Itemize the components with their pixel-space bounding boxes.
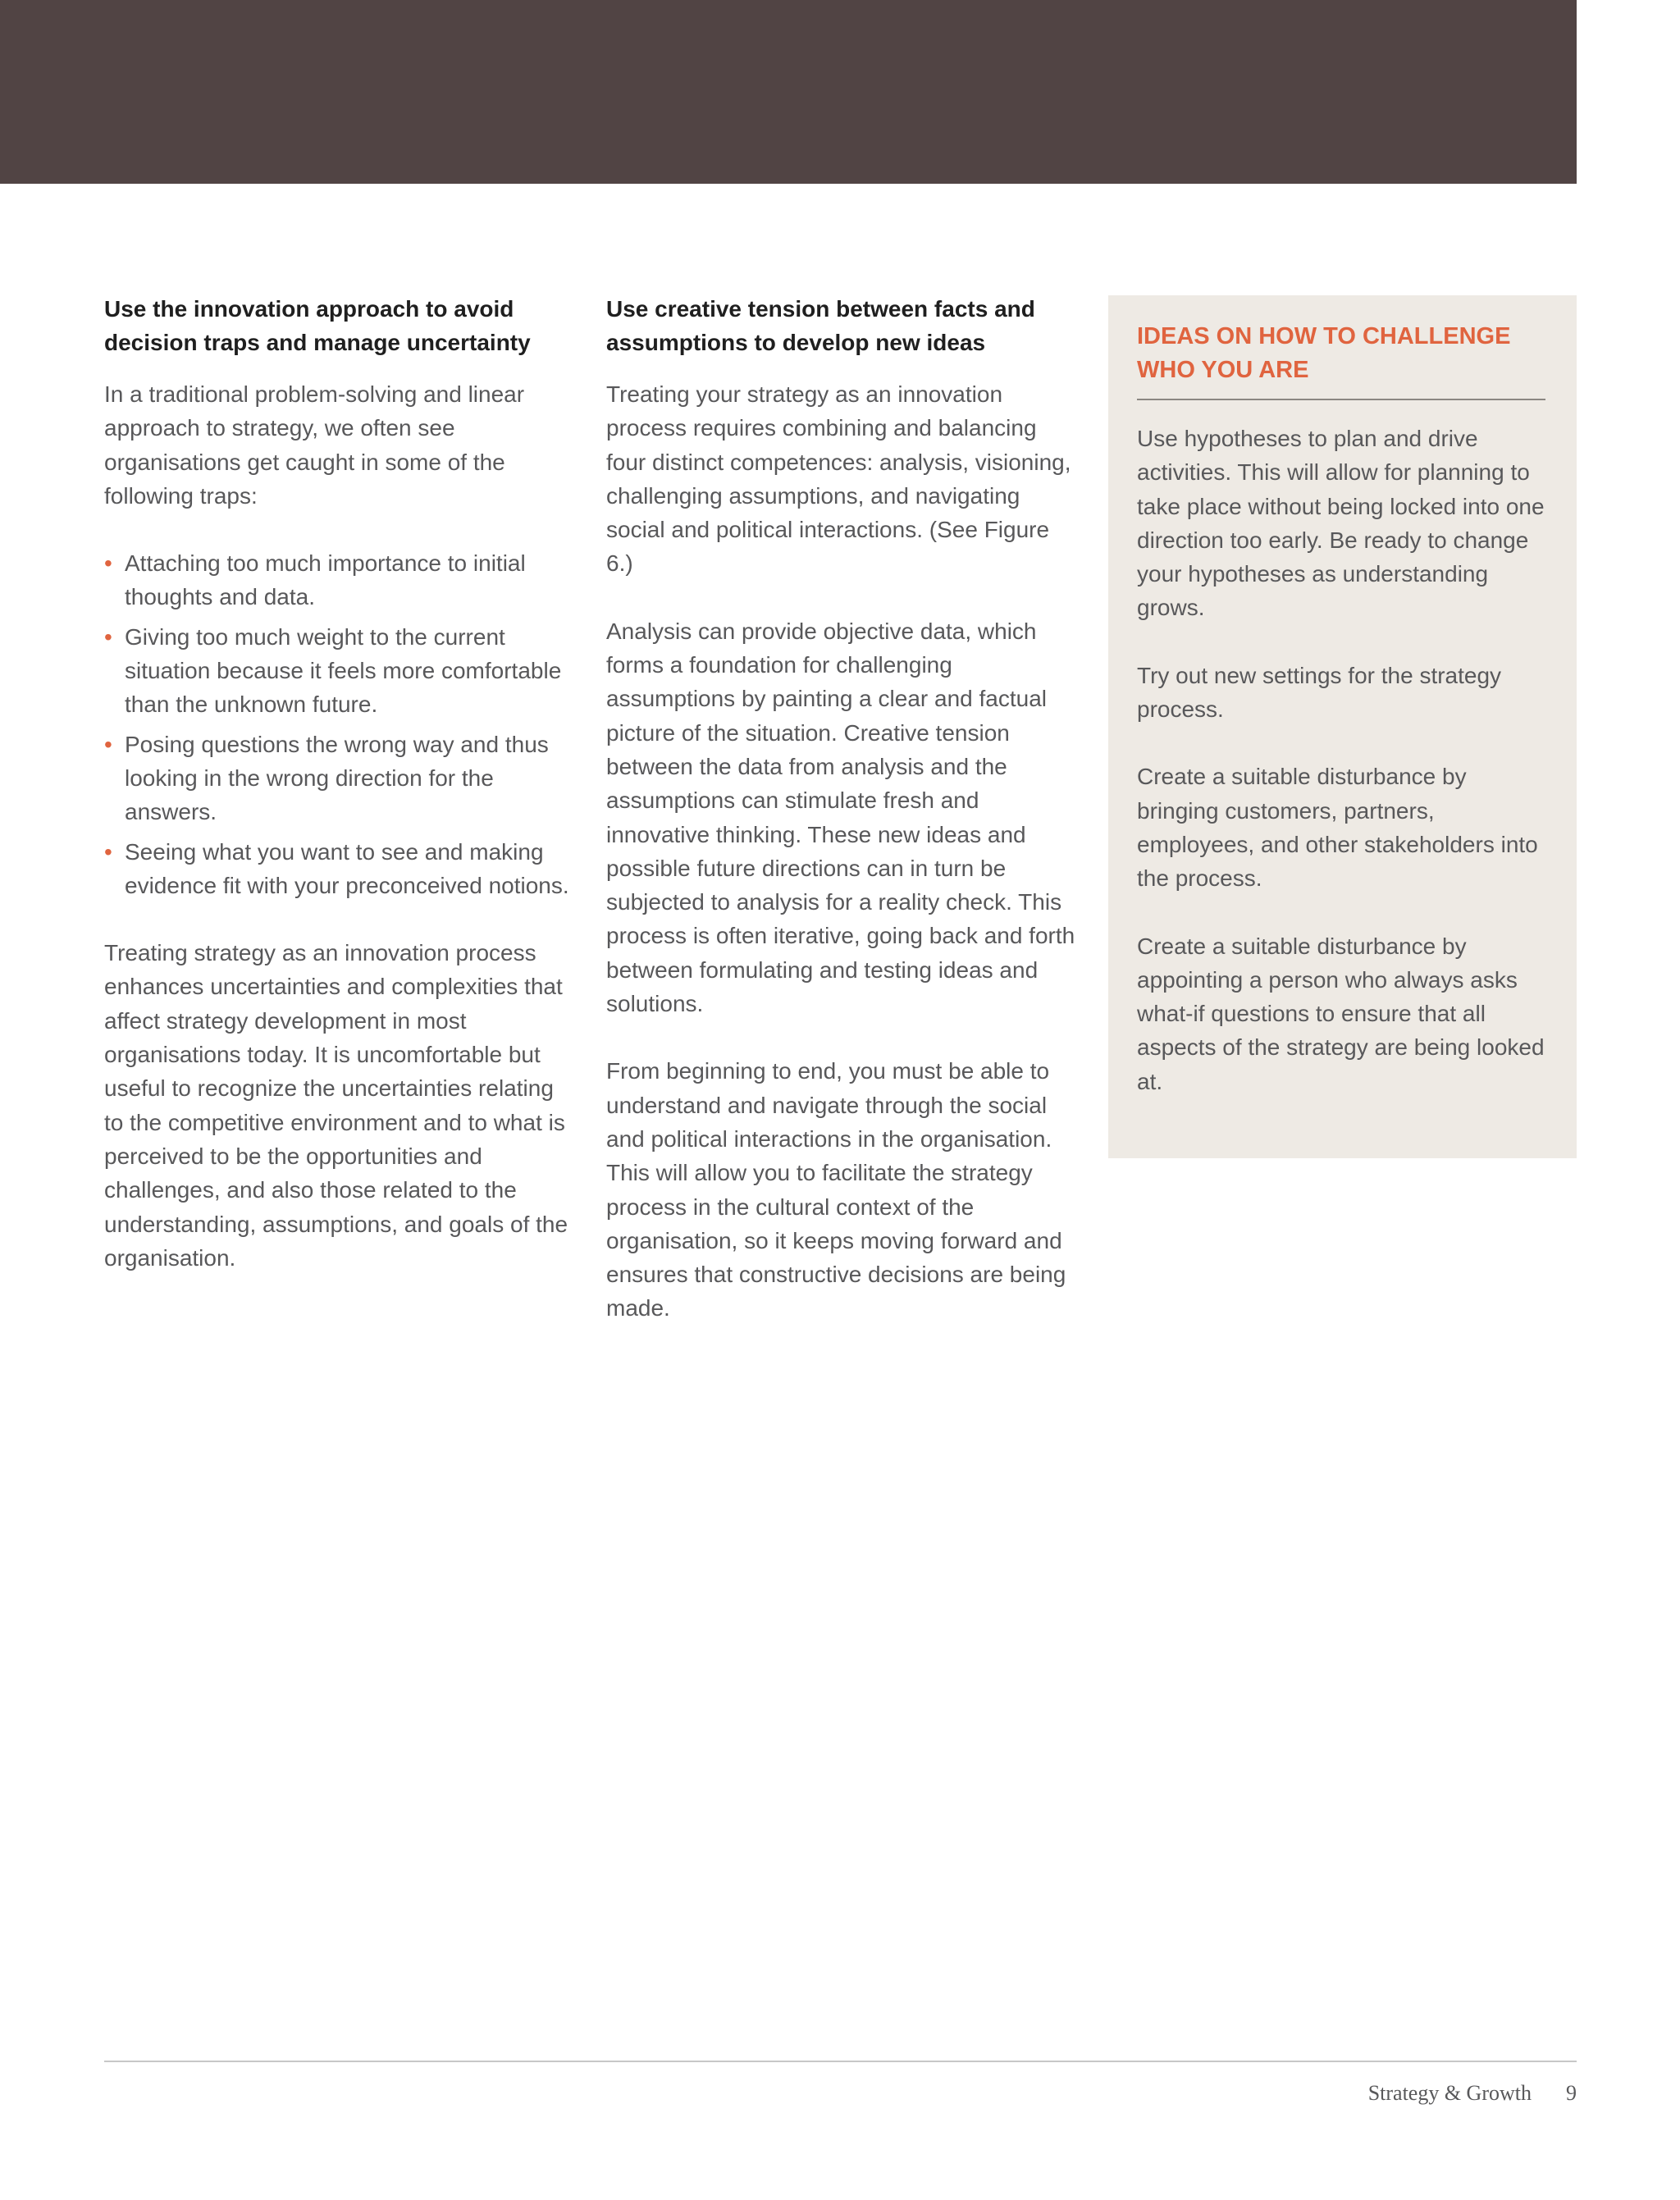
decision-traps-list [104, 546, 573, 902]
list-item-text: Giving too much weight to the current situation because it feels more comfortable than the unknown future. [125, 623, 562, 718]
list-item [104, 546, 573, 614]
sidebar-paragraph: Create a suitable disturbance by bringing customers, partners, employees, and other stakeholders into the process. [1137, 764, 1538, 892]
middle-column-heading: Use creative tension between facts and assumptions to develop new ideas [606, 296, 1035, 355]
bullet-icon: • [104, 731, 112, 757]
list-item-text: Seeing what you want to see and making evidence fit with your preconceived notions. [125, 838, 569, 898]
left-column-closing: Treating strategy as an innovation process enhances uncertainties and complexities that affect strategy development in most organisations today. It is uncomfortable but useful to recognize the uncertainties relating to the competitive environment and to what is perceived to be the opportunities and challenges, and also those related to the understanding, assumptions, and goals of the organisation. [104, 940, 568, 1271]
list-item [104, 620, 573, 722]
page-footer [1368, 2081, 1577, 2106]
sidebar-paragraph: Try out new settings for the strategy process. [1137, 662, 1502, 723]
sidebar-body [1137, 422, 1545, 1098]
page-number: 9 [1566, 2081, 1577, 2105]
bullet-icon: • [104, 838, 112, 865]
footer-divider [104, 2061, 1577, 2062]
middle-column-paragraph: Treating your strategy as an innovation process requires combining and balancing four distinct competences: analysis, visioning, challenging assumptions, and navigating social and political interactions. (See Figure 6.) [606, 381, 1071, 577]
sidebar-paragraph: Create a suitable disturbance by appointing a person who always asks what-if questions to ensure that all aspects of the strategy are being looked at. [1137, 933, 1545, 1094]
top-banner [0, 0, 1577, 184]
middle-column-paragraph: Analysis can provide objective data, which forms a foundation for challenging assumptions by painting a clear and factual picture of the situation. Creative tension between the data from analysis and the assumptions can stimulate fresh and innovative thinking. These new ideas and possible future directions can in turn be subjected to analysis for a reality check. This process is often iterative, going back and forth between formulating and testing ideas and solutions. [606, 618, 1075, 1017]
middle-column [606, 292, 1082, 1359]
bullet-icon: • [104, 550, 112, 577]
left-column-intro: In a traditional problem-solving and linear approach to strategy, we often see organisations get caught in some of the following traps: [104, 381, 525, 509]
publication-title: Strategy & Growth [1367, 2081, 1532, 2105]
middle-column-paragraph: From beginning to end, you must be able to understand and navigate through the social and political interactions in the organisation. This will allow you to facilitate the strategy process in the cultural context of the organisation, so it keeps moving forward and ensures that constructive decisions are being made. [606, 1058, 1066, 1321]
list-item [104, 835, 573, 903]
left-column-heading: Use the innovation approach to avoid decision traps and manage uncertainty [104, 296, 531, 355]
sidebar-title: IDEAS ON HOW TO CHALLENGE WHO YOU ARE [1137, 320, 1545, 400]
ideas-sidebar [1108, 295, 1577, 1158]
list-item-text: Posing questions the wrong way and thus looking in the wrong direction for the answers. [125, 731, 549, 825]
bullet-icon: • [104, 623, 112, 650]
list-item-text: Attaching too much importance to initial thoughts and data. [125, 550, 526, 610]
list-item [104, 728, 573, 829]
left-column [104, 292, 573, 1308]
sidebar-paragraph: Use hypotheses to plan and drive activities. This will allow for planning to take place without being locked into one direction too early. Be ready to change your hypotheses as understanding grows. [1137, 426, 1545, 621]
